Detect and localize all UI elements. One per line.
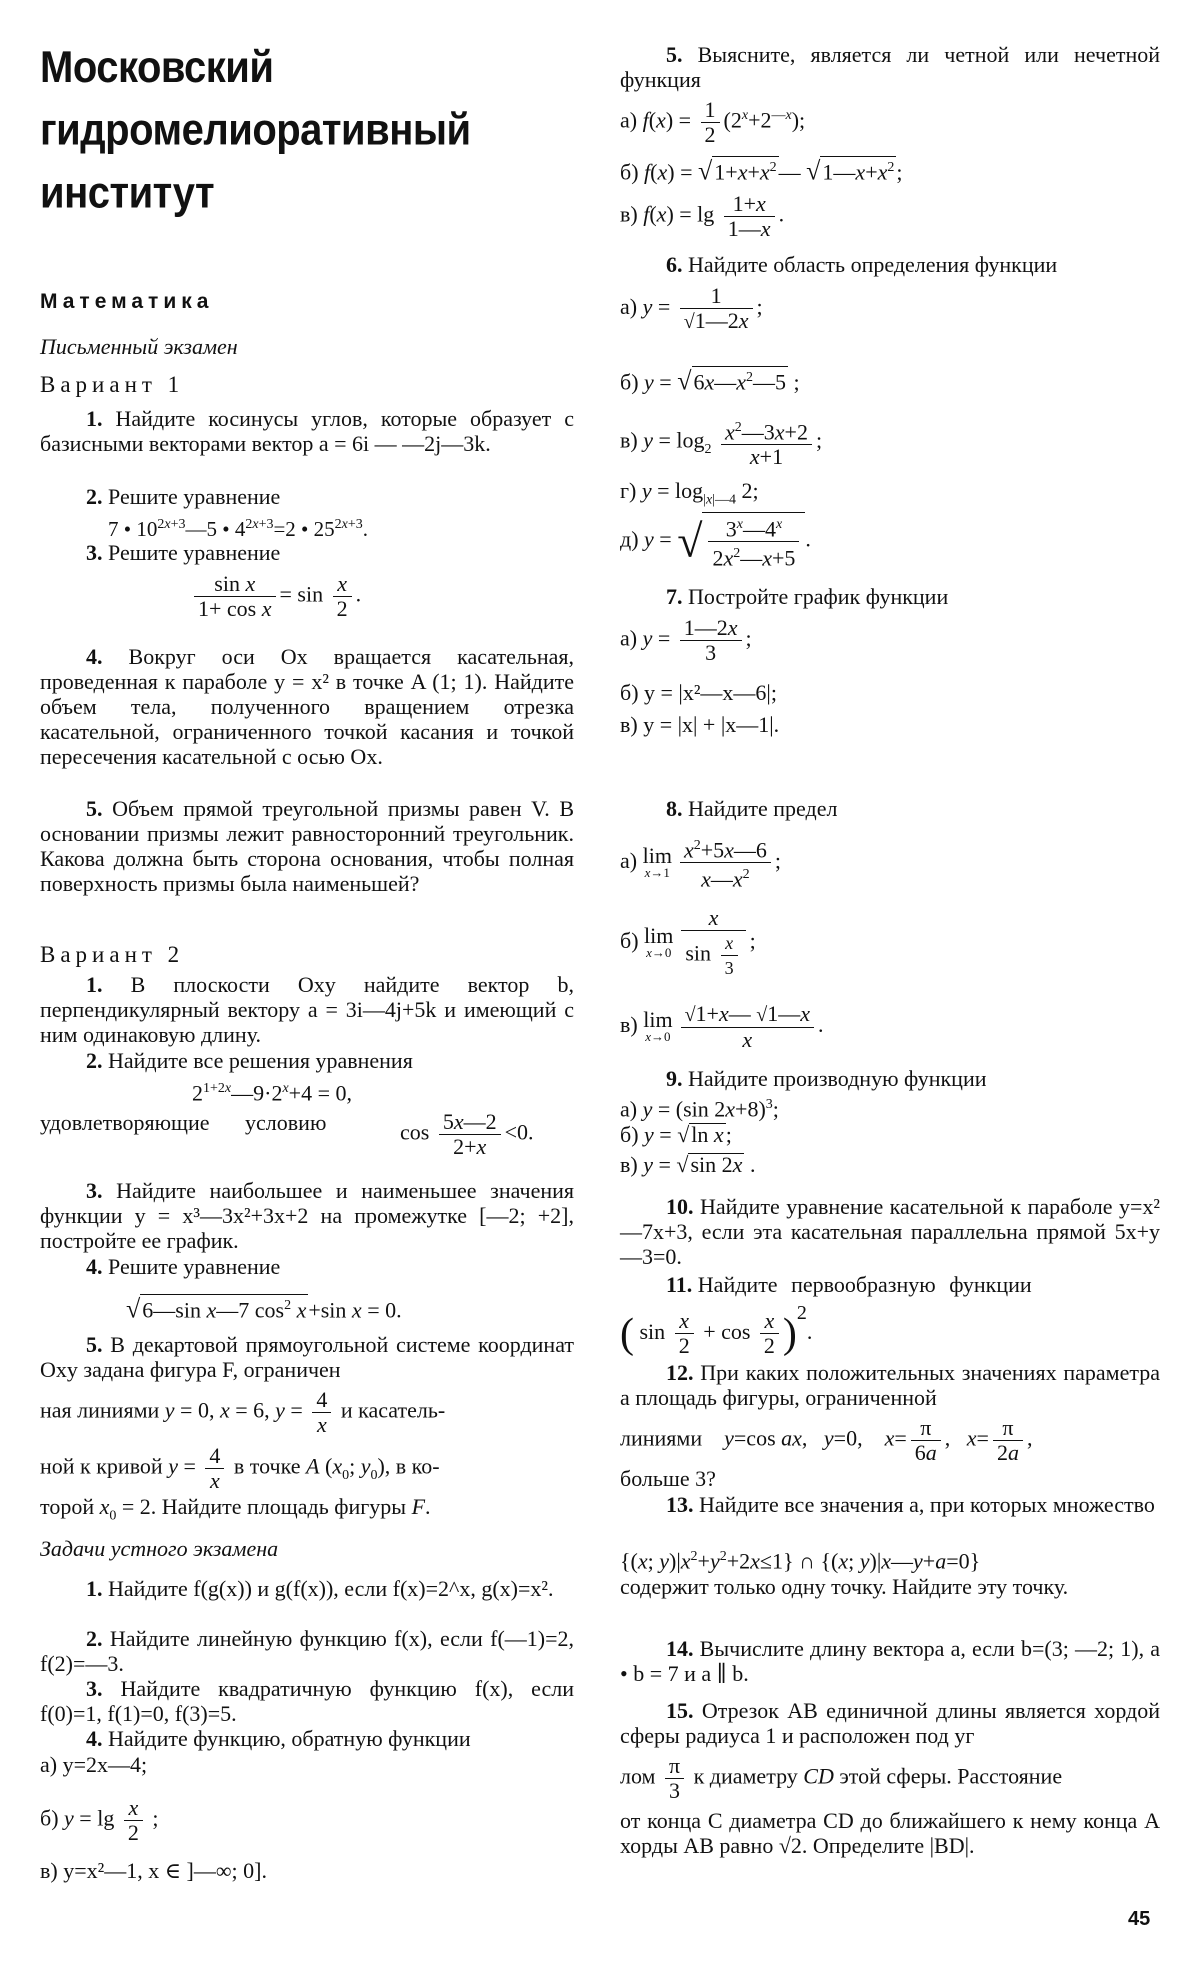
v1-problem-2-equation: 7 • $10^{2x+3}—5$ • $4^{2x+3}=2$ • $25^{2x+3}$. xyxy=(108,517,369,541)
oral-q6a: а) y = $\frac{1}{√1—2x}$ ; xyxy=(620,283,763,333)
v2-problem-1: 1. В плоскости Oxy найдите вектор b, перпендикулярный вектору a = 3i—4j+5k и имеющий с ним одинаковую длину. xyxy=(40,972,574,1047)
v2-problem-4: 4. Решите уравнение xyxy=(86,1254,281,1279)
title-line: гидромелиоративный xyxy=(40,105,471,155)
oral-q15c: от конца C диаметра CD до ближайшего к нему конца A хорды AB равно √2. Определите |BD|. xyxy=(620,1808,1160,1858)
v1-problem-5: 5. Объем прямой треугольной призмы равен V. В основании призмы лежит равносторонний треугольник. Какова должна быть сторона основания, чтобы полная поверхность призмы была наименьшей? xyxy=(40,796,574,896)
oral-exam-heading: Задачи устного экзамена xyxy=(40,1536,279,1561)
oral-q5c: в) f(x) = lg $\frac{1+x}{1—x}$ . xyxy=(620,191,785,241)
oral-q12b: линиями y=cos ax, y=0, x= $\frac{\pi}{6a}$ , x= $\frac{\pi}{2a}$ , xyxy=(620,1415,1033,1465)
oral-q11-text: Найдите первообразную функции xyxy=(697,1272,1032,1297)
variant-1-heading: Вариант 1 xyxy=(40,372,185,397)
v1-problem-1: 1. Найдите косинусы углов, которые образует с базисными векторами вектор a = 6i — —2j—3k. xyxy=(40,406,574,456)
oral-q13a: 13. Найдите все значения a, при которых множество xyxy=(666,1492,1155,1517)
oral-q14-text: Вычислите длину вектора a, если b=(3; —2; 1), a • b = 7 и a ∥ b. xyxy=(620,1636,1161,1686)
v1-problem-4-text: Вокруг оси Ox вращается касательная, проведенная к параболе y = x² в точке A (1; 1). Найдите объем тела, полученного вращением отрезка касательной, ограниченного точкой касания и точкой пересечения касательной с осью Ox. xyxy=(40,644,574,769)
oral-q4-text: Найдите функцию, обратную функции xyxy=(108,1726,471,1751)
oral-q8b: б) lim x→0 x sin $\frac{x}{3}$ ; xyxy=(620,905,756,978)
v2-problem-5a: 5. В декартовой прямоугольной системе координат Oxy задана фигура F, ограничен xyxy=(40,1332,575,1382)
oral-q7-text: Постройте график функции xyxy=(688,584,949,609)
v1-problem-3-equation: $\frac{\text{sin x}}{\text{1+ cos x}}$ = sin $\frac{x}{2}$ . xyxy=(190,572,361,621)
v1-problem-2-text: Решите уравнение xyxy=(108,484,281,509)
v1-problem-4: 4. Вокруг оси Ox вращается касательная, проведенная к параболе y = x² в точке A (1; 1). Найдите объем тела, полученного вращением отрезка касательной, ограниченного точкой касания и точкой пересечения касательной с осью Ox. xyxy=(40,644,574,769)
oral-q9c: в) y = √sin 2x . xyxy=(620,1152,756,1177)
title-line: Московский xyxy=(40,42,274,92)
oral-q8-text: Найдите предел xyxy=(688,796,838,821)
v2-problem-2: 2. Найдите все решения уравнения xyxy=(86,1048,413,1073)
v2-problem-2-equation: $2^{1+2x}—9\cdot 2^x+4 = 0$, xyxy=(192,1080,352,1106)
title-line: институт xyxy=(40,168,215,218)
oral-q15a: 15. Отрезок AB единичной длины является хордой сферы радиуса 1 и расположен под уг xyxy=(620,1698,1161,1748)
oral-q14: 14. Вычислите длину вектора a, если b=(3; —2; 1), a • b = 7 и a ∥ b. xyxy=(620,1636,1161,1686)
oral-q12c: больше 3? xyxy=(620,1466,716,1491)
v1-problem-2: 2. Решите уравнение xyxy=(86,484,281,509)
oral-q7c: в) y = |x| + |x—1|. xyxy=(620,712,780,737)
oral-q8a: а) lim x→1 $\frac{x^2+5x—6}{x—x^2}$ ; xyxy=(620,834,781,892)
oral-q10-text: Найдите уравнение касательной к параболе y=x²—7x+3, если эта касательная параллельна прямой 5x+y—3=0. xyxy=(620,1194,1160,1269)
oral-q5: 5. Выясните, является ли четной или нечетной функция xyxy=(620,42,1161,92)
v2-problem-5b: ная линиями y = 0, x = 6, y = $\frac{4}{x}$ и касатель- xyxy=(40,1387,446,1437)
oral-q5a: а) f(x) = $\frac{1}{2}$ $(2^x+2^{—x})$; xyxy=(620,97,806,147)
v1-problem-5-text: Объем прямой треугольной призмы равен V. В основании призмы лежит равносторонний треугольник. Какова должна быть сторона основания, чтобы полная поверхность призмы была наименьшей? xyxy=(40,796,574,896)
oral-q9b: б) y = √ln x; xyxy=(620,1122,732,1147)
v2-problem-2-text: Найдите все решения уравнения xyxy=(108,1048,413,1073)
v2-problem-2-condition: удовлетворяющие условию cos $\frac{5x—2}{2+x}$ <0. xyxy=(40,1109,534,1159)
oral-q7a: а) y = $\frac{1—2x}{3}$ ; xyxy=(620,615,752,665)
page-number: 45 xyxy=(1128,1908,1151,1930)
v1-problem-3-text: Решите уравнение xyxy=(108,540,281,565)
variant-2-heading: Вариант 2 xyxy=(40,942,185,967)
v2-problem-5-text: В декартовой прямоугольной системе координат Oxy задана фигура F, ограничен xyxy=(40,1332,575,1382)
oral-q13-text: Найдите все значения a, при которых множество xyxy=(699,1492,1155,1517)
oral-q15-text: Отрезок AB единичной длины является хордой сферы радиуса 1 и расположен под уг xyxy=(620,1698,1161,1748)
oral-q3-text: Найдите квадратичную функцию f(x), если f(0)=1, f(1)=0, f(3)=5. xyxy=(40,1676,574,1726)
oral-q13b: {(x; $y)|x^2+y^2+2x\le 1$} ∩ {(x; y)|x—y+a=0} xyxy=(620,1548,981,1574)
oral-q11: 11. Найдите первообразную функции xyxy=(666,1272,1032,1297)
oral-q5-text: Выясните, является ли четной или нечетной функция xyxy=(620,42,1161,92)
oral-q4b: б) y = lg $\frac{x}{2}$ ; xyxy=(40,1795,159,1845)
oral-q10: 10. Найдите уравнение касательной к параболе y=x²—7x+3, если эта касательная параллельна прямой 5x+y—3=0. xyxy=(620,1194,1160,1269)
oral-q11-equation: ( sin $\frac{x}{2}$ + cos $\frac{x}{2}$ )$^2$. xyxy=(620,1302,813,1359)
oral-q6d: г) $y = \log_{|x|—4} 2$; xyxy=(620,478,759,508)
oral-q4: 4. Найдите функцию, обратную функции xyxy=(86,1726,471,1751)
v1-problem-3: 3. Решите уравнение xyxy=(86,540,281,565)
v2-problem-3-text: Найдите наибольшее и наименьшее значения функции y = x³—3x²+3x+2 на промежутке [—2; +2], постройте ее график. xyxy=(40,1178,575,1253)
oral-q4a: а) y=2x—4; xyxy=(40,1752,148,1777)
oral-q8c: в) lim x→0 $\frac{√1+x— √1—x}{x}$ . xyxy=(620,1001,824,1052)
oral-q6e: д) y = √ $\frac{3^x—4^x}{2x^2—x+5}$ . xyxy=(620,512,811,571)
oral-q2: 2. Найдите линейную функцию f(x), если f(—1)=2, f(2)=—3. xyxy=(40,1626,575,1676)
oral-q9-text: Найдите производную функции xyxy=(688,1066,987,1091)
institute-title xyxy=(40,36,560,224)
v2-problem-3: 3. Найдите наибольшее и наименьшее значения функции y = x³—3x²+3x+2 на промежутке [—2; +2], постройте ее график. xyxy=(40,1178,575,1253)
oral-q2-text: Найдите линейную функцию f(x), если f(—1)=2, f(2)=—3. xyxy=(40,1626,575,1676)
oral-q7: 7. Постройте график функции xyxy=(666,584,949,609)
v1-problem-1-text: Найдите косинусы углов, которые образует с базисными векторами вектор a = 6i — —2j—3k. xyxy=(40,406,574,456)
oral-q6c: в) $y = \log_2$ $\frac{x^2—3x+2}{x+1}$ ; xyxy=(620,416,822,469)
oral-q9a: а) y = (sin 2x+8)$^3$; xyxy=(620,1096,779,1122)
oral-q13c: содержит только одну точку. Найдите эту точку. xyxy=(620,1574,1069,1599)
oral-q4c: в) y=x²—1, x ∈ ]—∞; 0]. xyxy=(40,1858,267,1883)
oral-q5b: б) $f(x) = √1+x+x^2—$ $√1—x+x^2$; xyxy=(620,156,903,186)
oral-q3: 3. Найдите квадратичную функцию f(x), если f(0)=1, f(1)=0, f(3)=5. xyxy=(40,1676,574,1726)
oral-q12a: 12. При каких положительных значениях параметра a площадь фигуры, ограниченной xyxy=(620,1360,1161,1410)
v2-problem-4-equation: √6—sin x—7 $\cos^2 x+\sin$ x = 0. xyxy=(126,1294,402,1324)
oral-q1: 1. Найдите f(g(x)) и g(f(x)), если f(x)=2^x, g(x)=x². xyxy=(86,1576,554,1601)
subject-heading: Математика xyxy=(40,290,214,313)
v2-problem-5d: торой $x_0 = 2$. Найдите площадь фигуры F. xyxy=(40,1494,431,1524)
oral-q6: 6. Найдите область определения функции xyxy=(666,252,1058,277)
written-exam-heading: Письменный экзамен xyxy=(40,334,238,359)
oral-q12-text: При каких положительных значениях параметра a площадь фигуры, ограниченной xyxy=(620,1360,1161,1410)
v2-problem-4-text: Решите уравнение xyxy=(108,1254,281,1279)
oral-q9: 9. Найдите производную функции xyxy=(666,1066,987,1091)
oral-q6b: б) $y = √6x—x^2—5$ ; xyxy=(620,366,800,396)
v2-problem-1-text: В плоскости Oxy найдите вектор b, перпендикулярный вектору a = 3i—4j+5k и имеющий с ним одинаковую длину. xyxy=(40,972,574,1047)
oral-q8: 8. Найдите предел xyxy=(666,796,838,821)
oral-q15b: лом $\frac{\pi}{3}$ к диаметру CD этой сферы. Расстояние xyxy=(620,1753,1063,1803)
v2-problem-5c: ной к кривой y = $\frac{4}{x}$ в точке A ($x_0$; $y_0$), в ко- xyxy=(40,1443,440,1493)
oral-q7b: б) y = |x²—x—6|; xyxy=(620,680,777,705)
oral-q1-text: Найдите f(g(x)) и g(f(x)), если f(x)=2^x, g(x)=x². xyxy=(108,1576,554,1601)
oral-q6-text: Найдите область определения функции xyxy=(688,252,1058,277)
